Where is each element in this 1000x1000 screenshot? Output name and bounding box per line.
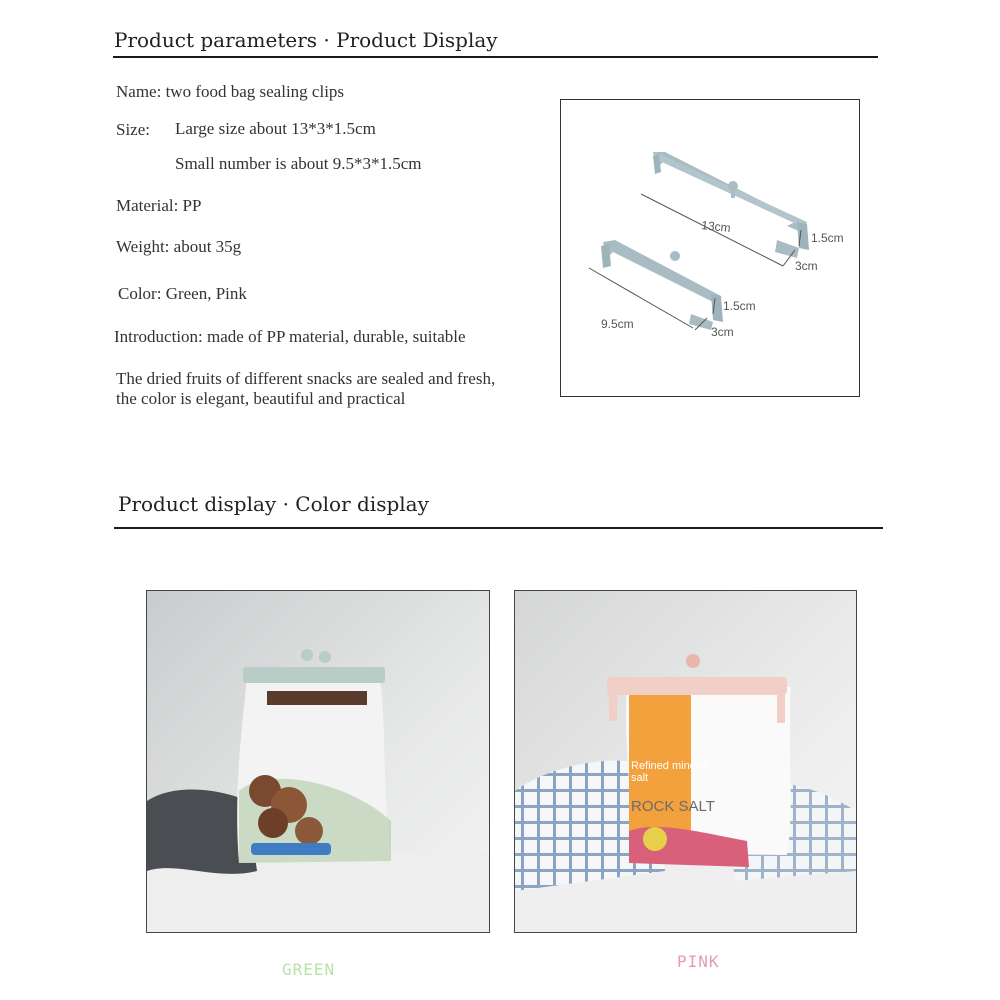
section-title-parameters: Product parameters · Product Display <box>114 28 498 52</box>
param-introduction: Introduction: made of PP material, durable, suitable <box>114 327 466 346</box>
green-clip-photo <box>146 590 490 933</box>
small-width-label: 3cm <box>711 325 734 339</box>
large-width-label: 3cm <box>795 259 818 273</box>
dimension-diagram <box>560 99 860 397</box>
small-length-label: 9.5cm <box>601 317 634 331</box>
large-clip-shape <box>653 152 809 258</box>
param-size-large: Large size about 13*3*1.5cm <box>175 119 376 138</box>
clip-dimension-drawing <box>561 100 859 396</box>
pink-bag-text-2: salt <box>631 772 649 784</box>
pink-color-label: PINK <box>677 952 720 971</box>
param-size-small: Small number is about 9.5*3*1.5cm <box>175 154 422 173</box>
pink-bag-text-1: Refined mineral <box>631 760 709 772</box>
param-size-label: Size: <box>116 120 150 139</box>
param-material: Material: PP <box>116 196 202 215</box>
large-height-label: 1.5cm <box>811 231 844 245</box>
section-divider-1 <box>113 56 878 58</box>
param-introduction-continued: The dried fruits of different snacks are sealed and fresh, the color is elegant, beautiful and practical <box>116 369 496 408</box>
green-color-label: GREEN <box>282 960 336 979</box>
small-height-label: 1.5cm <box>723 299 756 313</box>
pink-clip-shape <box>607 677 787 695</box>
param-color: Color: Green, Pink <box>118 284 247 303</box>
pink-bag-text-3: ROCK SALT <box>631 798 715 815</box>
green-clip-shape <box>243 667 385 683</box>
section-title-color-display: Product display · Color display <box>118 492 429 516</box>
param-weight: Weight: about 35g <box>116 237 242 256</box>
large-length-label: 13cm <box>700 218 732 236</box>
pink-clip-photo <box>514 590 857 933</box>
param-name: Name: two food bag sealing clips <box>116 82 345 101</box>
section-divider-2 <box>114 527 883 529</box>
